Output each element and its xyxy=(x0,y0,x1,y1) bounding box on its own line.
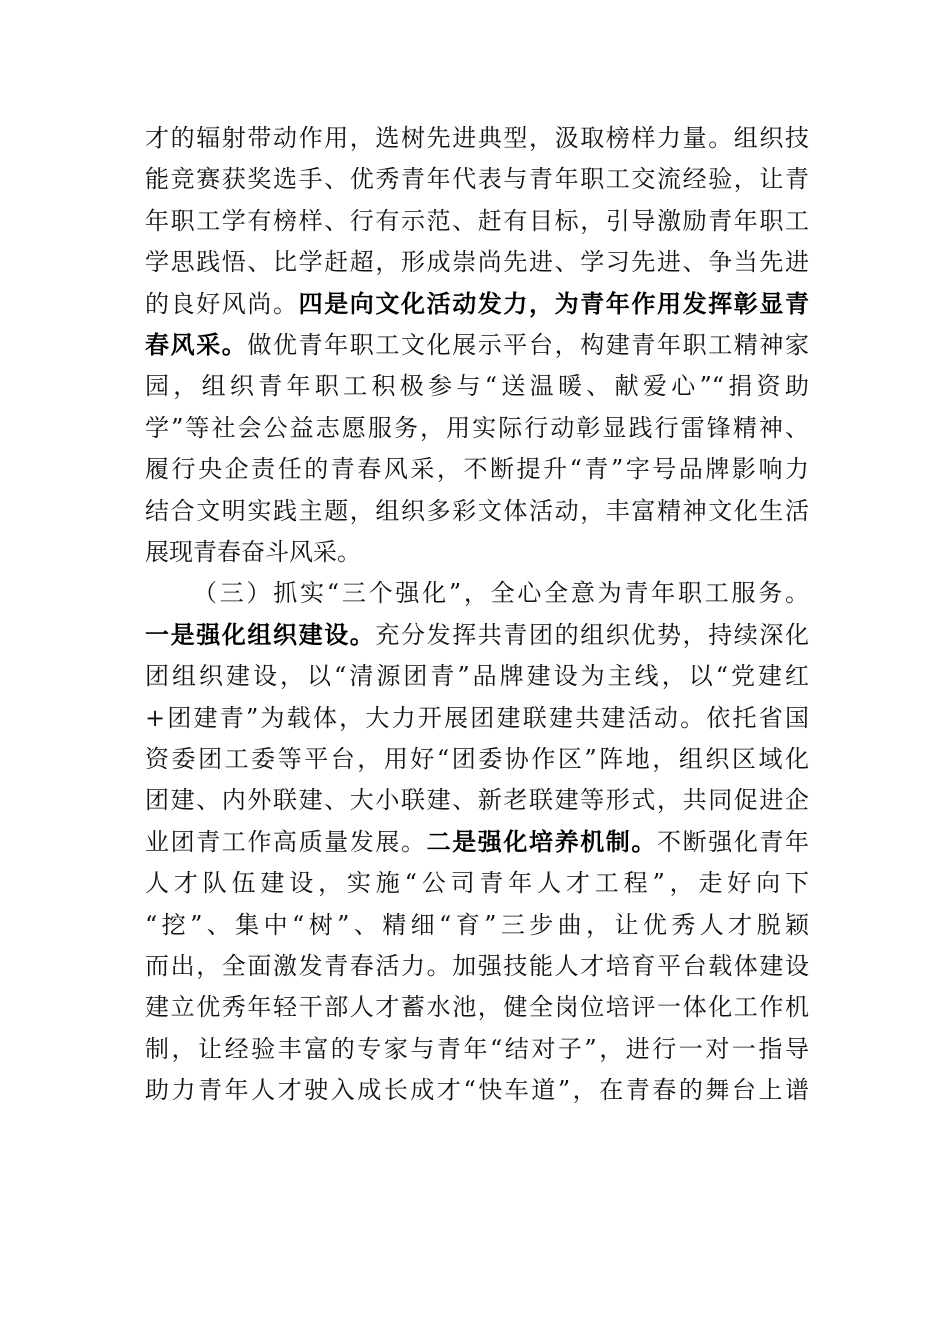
bold-phrase: 四是向文化活动发力，为青年作用发挥彰显青 xyxy=(298,289,809,318)
section-heading-line xyxy=(193,573,809,613)
text-segment: （三）抓实“三个强化”，全心全意为青年职工服务。 xyxy=(193,579,809,608)
text-segment: 展现青春奋斗风采。 xyxy=(145,538,361,566)
text-line xyxy=(145,739,809,779)
text-line xyxy=(145,1070,809,1110)
text-segment: 结合文明实践主题，组织多彩文体活动，丰富精神文化生活 xyxy=(145,496,809,525)
text-line xyxy=(145,201,809,241)
text-line xyxy=(145,284,809,324)
bold-phrase: 二是强化培养机制。 xyxy=(426,827,658,856)
text-segment: 团组织建设，以“清源团青”品牌建设为主线，以“党建红 xyxy=(145,662,809,691)
text-segment: 助力青年人才驶入成长成才“快车道”，在青春的舞台上谱 xyxy=(145,1076,809,1105)
text-segment: 才的辐射带动作用，选树先进典型，汲取榜样力量。组织技 xyxy=(145,124,809,152)
text-segment: 业团青工作高质量发展。 xyxy=(145,827,427,856)
text-segment: 制，让经验丰富的专家与青年“结对子”，进行一对一指导 xyxy=(145,1034,809,1063)
text-segment: 不断强化青年 xyxy=(657,827,809,856)
text-line xyxy=(145,698,809,738)
text-line xyxy=(145,987,809,1027)
text-line xyxy=(145,532,809,572)
text-line xyxy=(145,159,809,199)
text-line xyxy=(145,449,809,489)
text-segment: 而出，全面激发青春活力。加强技能人才培育平台载体建设 xyxy=(145,952,809,980)
text-segment: 的良好风尚。 xyxy=(145,289,299,318)
text-line xyxy=(145,1029,809,1069)
text-segment: 年职工学有榜样、行有示范、赶有目标，引导激励青年职工 xyxy=(145,206,809,235)
text-line xyxy=(145,656,809,696)
text-line xyxy=(145,615,809,655)
text-line xyxy=(145,408,809,448)
text-line xyxy=(145,242,809,282)
text-segment: 建立优秀年轻干部人才蓄水池，健全岗位培评一体化工作机 xyxy=(145,993,809,1022)
text-segment: +团建青”为载体，大力开展团建联建共建活动。依托省国 xyxy=(145,703,809,732)
text-line xyxy=(145,946,809,986)
text-segment: “挖”、集中“树”、精细“育”三步曲，让优秀人才脱颖 xyxy=(145,910,809,939)
text-segment: 人才队伍建设，实施“公司青年人才工程”，走好向下 xyxy=(145,869,809,898)
text-line xyxy=(145,905,809,945)
text-line xyxy=(145,780,809,820)
text-line xyxy=(145,822,809,862)
bold-phrase: 一是强化组织建设。 xyxy=(145,620,376,649)
text-segment: 履行央企责任的青春风采，不断提升“青”字号品牌影响力 xyxy=(145,455,809,484)
text-line xyxy=(145,863,809,903)
text-line xyxy=(145,366,809,406)
text-segment: 学”等社会公益志愿服务，用实际行动彰显践行雷锋精神、 xyxy=(145,413,809,442)
text-segment: 资委团工委等平台，用好“团委协作区”阵地，组织区域化 xyxy=(145,745,809,773)
text-segment: 充分发挥共青团的组织优势，持续深化 xyxy=(375,620,809,649)
text-line xyxy=(145,325,809,365)
text-segment: 学思践悟、比学赶超，形成崇尚先进、学习先进、争当先进 xyxy=(145,248,809,277)
text-line xyxy=(145,491,809,531)
text-segment: 园，组织青年职工积极参与“送温暖、献爱心”“捐资助 xyxy=(145,372,809,401)
text-segment: 团建、内外联建、大小联建、新老联建等形式，共同促进企 xyxy=(145,786,809,815)
text-segment: 能竞赛获奖选手、优秀青年代表与青年职工交流经验，让青 xyxy=(145,165,809,194)
bold-phrase: 春风采。 xyxy=(145,331,248,359)
text-segment: 做优青年职工文化展示平台，构建青年职工精神家 xyxy=(247,331,809,359)
text-line xyxy=(145,118,809,158)
